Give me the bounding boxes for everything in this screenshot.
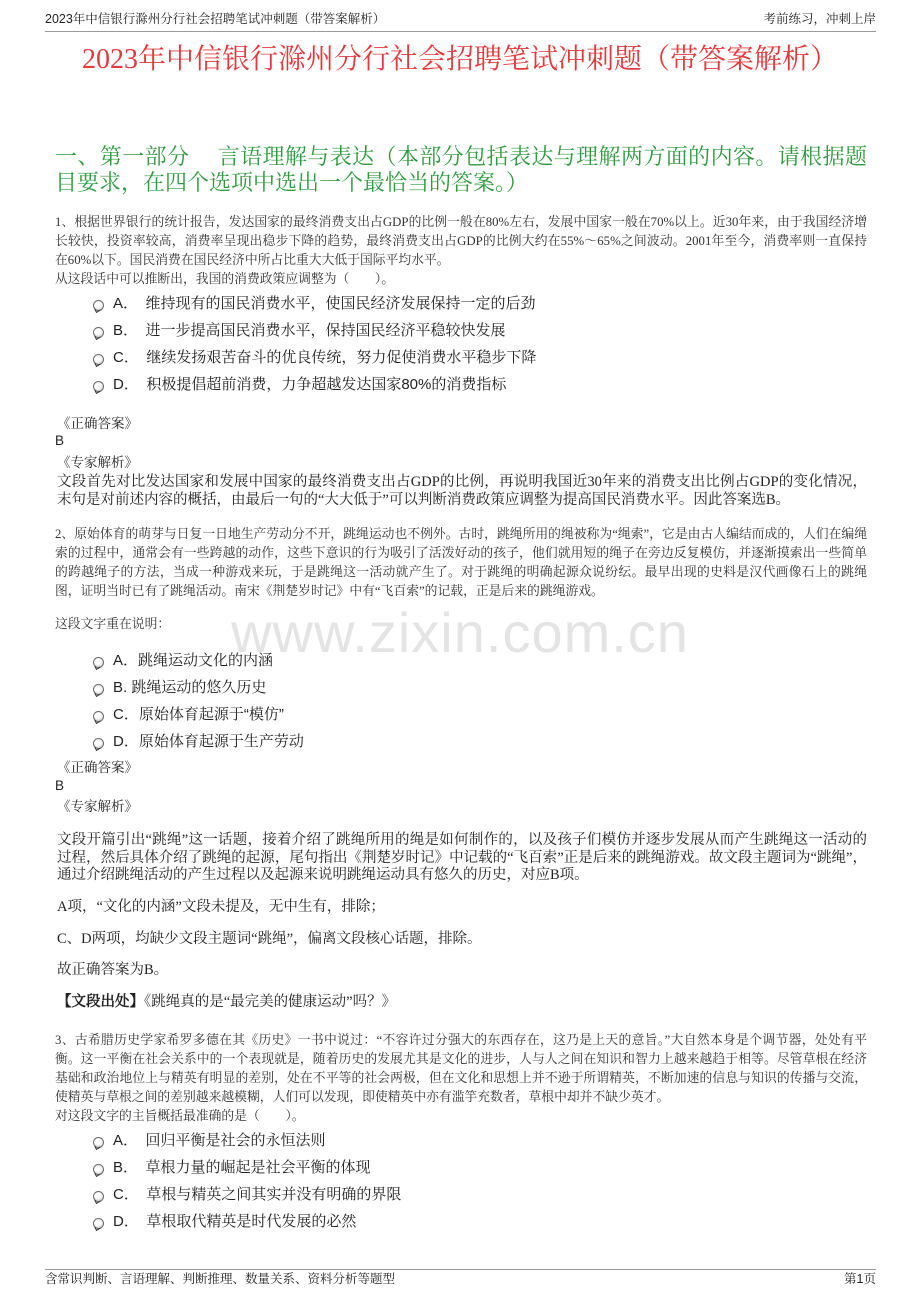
analysis-label: 《专家解析》: [57, 799, 138, 814]
header-divider: [45, 31, 876, 32]
radio-icon[interactable]: [93, 738, 104, 749]
analysis-text: C、D两项，均缺少文段主题词“跳绳”，偏离文段核心话题，排除。: [57, 931, 482, 947]
watermark: www.zixin.com.cn: [231, 601, 689, 664]
question-stem: 2、原始体育的萌芽与日复一日地生产劳动分不开，跳绳运动也不例外。古时，跳绳所用的绳被称为“绳索”，它是由古人编结而成的，人们在编绳索的过程中，通常会有一些跨越的动作，这些下意识的行为吸引了活泼好动的孩子，他们就用短的绳子在旁边反复模仿，并逐渐摸索出一些简单的跨越绳子的方法，当成一种游戏来玩，于是跳绳这一活动就产生了。对于跳绳的明确起源众说纷纭。最早出现的史料是汉代画像石上的跳绳图，证明当时已有了跳绳活动。南宋《荆楚岁时记》中有“飞百索”的记载，正是后来的跳绳游戏。: [55, 526, 867, 598]
option-a[interactable]: [90, 646, 860, 673]
option-text: B. 跳绳运动的悠久历史: [113, 679, 267, 696]
source-title: 《跳绳真的是“最完美的健康运动”吗？》: [144, 994, 397, 1010]
radio-icon[interactable]: [93, 1218, 104, 1229]
radio-icon[interactable]: [93, 684, 104, 695]
question-prompt: 这段文字重在说明：: [55, 616, 171, 631]
option-text: D．原始体育起源于生产劳动: [113, 733, 304, 750]
option-text: B． 草根力量的崛起是社会平衡的体现: [113, 1159, 371, 1176]
option-a[interactable]: [90, 1126, 860, 1153]
radio-icon[interactable]: [93, 354, 104, 365]
header-slogan: 考前练习，冲刺上岸: [763, 12, 876, 26]
source-label: 【文段出处】: [57, 994, 144, 1010]
option-c[interactable]: [90, 700, 860, 727]
option-c[interactable]: [90, 1180, 860, 1207]
option-text: D． 积极提倡超前消费，力争超越发达国家80%的消费指标: [113, 376, 507, 393]
option-text: B． 进一步提高国民消费水平，保持国民经济平稳较快发展: [113, 322, 506, 339]
option-c[interactable]: [90, 343, 860, 370]
option-d[interactable]: [90, 370, 860, 397]
question-stem-block: [55, 213, 867, 289]
radio-icon[interactable]: [93, 300, 104, 311]
analysis-text: 文段首先对比发达国家和发展中国家的最终消费支出占GDP的比例，再说明我国近30年来的消费支出比例占GDP的变化情况，末句是对前述内容的概括，由最后一句的“大大低于”可以判断消费政策应调整为提高国民消费水平。因此答案选B。: [57, 474, 867, 508]
question-stem: 1、根据世界银行的统计报告，发达国家的最终消费支出占GDP的比例一般在80%左右，发展中国家一般在70%以上。近30年来，由于我国经济增长较快，投资率较高，消费率呈现出稳步下降的趋势，最终消费支出占GDP的比例大约在55%～65%之间波动。2001年至今，消费率则一直保持在60%以下。国民消费在国民经济中所占比重大大低于国际平均水平。: [55, 214, 867, 267]
analysis-text: 故正确答案为B。: [57, 962, 169, 978]
source-citation: [57, 994, 867, 1012]
radio-icon[interactable]: [93, 327, 104, 338]
footer-note: 含常识判断、言语理解、判断推理、数量关系、资料分析等题型: [45, 1272, 396, 1286]
option-list: [90, 646, 860, 754]
option-text: A． 维持现有的国民消费水平，使国民经济发展保持一定的后劲: [113, 295, 536, 312]
question-prompt-block: [55, 615, 867, 634]
analysis-text: 文段开篇引出“跳绳”这一话题，接着介绍了跳绳所用的绳是如何制作的，以及孩子们模仿并逐步发展从而产生跳绳这一活动的过程，然后具体介绍了跳绳的起源，尾句指出《荆楚岁时记》中记载的“飞百索”正是后来的跳绳游戏。故文段主题词为“跳绳”，通过介绍跳绳活动的产生过程以及起源来说明跳绳运动具有悠久的历史，对应B项。: [57, 832, 867, 883]
page-number: 第1页: [844, 1272, 876, 1286]
question-stem-block: [55, 1031, 867, 1126]
option-list: [90, 289, 860, 397]
option-b[interactable]: [90, 673, 860, 700]
answer-value: B: [55, 433, 65, 448]
option-text: C． 草根与精英之间其实并没有明确的界限: [113, 1186, 402, 1203]
radio-icon[interactable]: [93, 1137, 104, 1148]
answer-label: 《正确答案》: [57, 416, 138, 431]
section-heading: 一、第一部分 言语理解与表达（本部分包括表达与理解两方面的内容。请根据题目要求，在四个选项中选出一个最恰当的答案。）: [55, 144, 867, 195]
analysis-text: A项，“文化的内涵”文段未提及，无中生有，排除；: [57, 899, 385, 915]
question-prompt: 从这段话中可以推断出，我国的消费政策应调整为（ ）。: [55, 271, 395, 286]
answer-value: B: [55, 778, 65, 793]
question-stem-block: [55, 525, 867, 601]
question-stem: 3、古希腊历史学家希罗多德在其《历史》一书中说过：“不容许过分强大的东西存在，这乃是上天的意旨。”大自然本身是个调节器，处处有平衡。这一平衡在社会关系中的一个表现就是，随着历史的发展尤其是文化的进步，人与人之间在知识和智力上越来越趋于相等。尽管草根在经济基础和政治地位上与精英有明显的差别，处在不平等的社会两极，但在文化和思想上并不逊于所谓精英，不断加速的信息与知识的传播与交流，使精英与草根之间的差别越来越模糊，人们可以发现，即使精英中亦有滥竽充数者，草根中却并不缺少英才。: [55, 1033, 867, 1104]
option-text: A．跳绳运动文化的内涵: [113, 652, 274, 669]
radio-icon[interactable]: [93, 711, 104, 722]
footer-divider: [45, 1269, 876, 1270]
option-list: [90, 1126, 860, 1234]
option-a[interactable]: [90, 289, 860, 316]
option-d[interactable]: [90, 1207, 860, 1234]
page-title: 2023年中信银行滁州分行社会招聘笔试冲刺题（带答案解析）: [81, 44, 838, 75]
header-doc-title: 2023年中信银行滁州分行社会招聘笔试冲刺题（带答案解析）: [45, 12, 386, 26]
radio-icon[interactable]: [93, 657, 104, 668]
option-text: A． 回归平衡是社会的永恒法则: [113, 1132, 326, 1149]
radio-icon[interactable]: [93, 1164, 104, 1175]
option-d[interactable]: [90, 727, 860, 754]
analysis-label: 《专家解析》: [57, 455, 138, 470]
option-text: C． 继续发扬艰苦奋斗的优良传统，努力促使消费水平稳步下降: [113, 349, 537, 366]
option-b[interactable]: [90, 316, 860, 343]
answer-label: 《正确答案》: [57, 760, 138, 775]
radio-icon[interactable]: [93, 381, 104, 392]
question-prompt: 对这段文字的主旨概括最准确的是（ ）。: [55, 1109, 305, 1123]
option-text: D． 草根取代精英是时代发展的必然: [113, 1213, 357, 1230]
option-text: C．原始体育起源于“模仿”: [113, 706, 284, 723]
radio-icon[interactable]: [93, 1191, 104, 1202]
option-b[interactable]: [90, 1153, 860, 1180]
